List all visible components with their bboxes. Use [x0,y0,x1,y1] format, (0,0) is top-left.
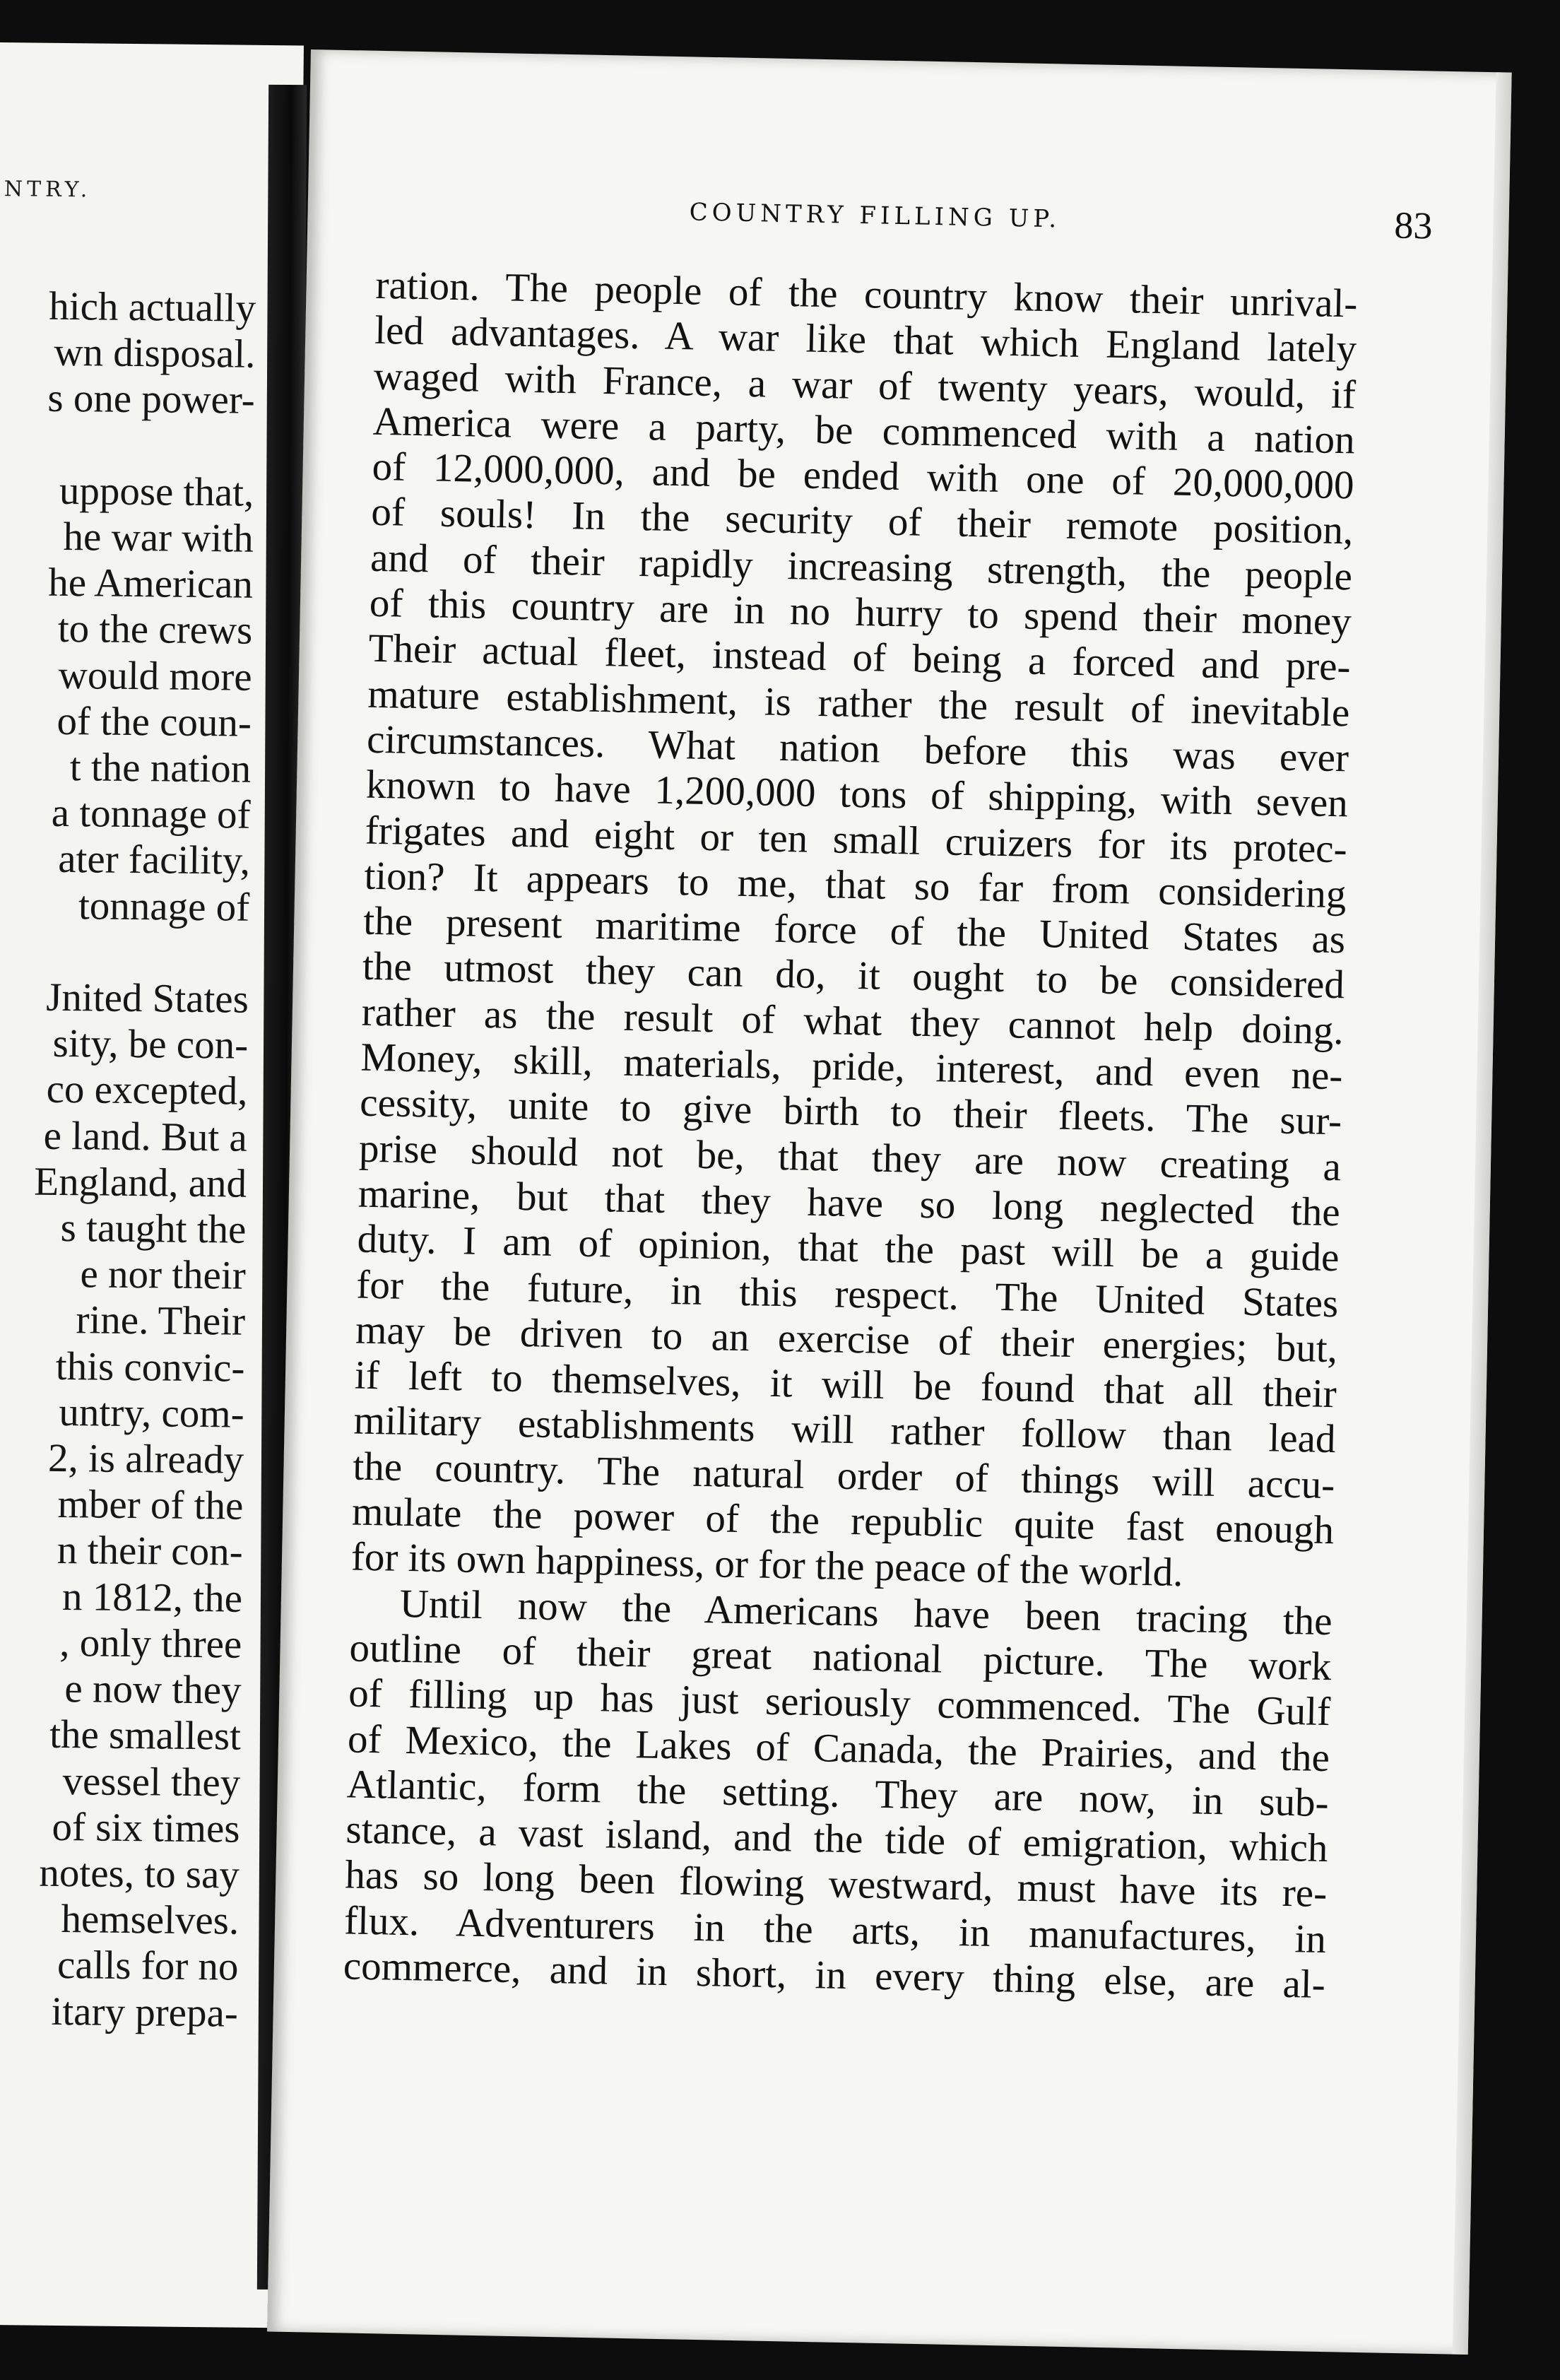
text-line: if left to themselves, it will be found that all their [354,1353,1337,1417]
page-number: 83 [1393,204,1434,247]
right-page [267,49,1512,2355]
text-line: untry, com- [59,1389,245,1437]
text-line: hemselves. [61,1897,240,1943]
page-body-text [343,263,1358,2008]
text-line: flux. Adventurers in the arts, in manufactures, in [343,1898,1327,1962]
text-line: has so long been flowing westward, must have its re- [344,1852,1328,1916]
text-line: marine, but that they have so long neglected the [358,1171,1341,1235]
text-line: Money, skill, materials, pride, interest, and even ne- [360,1035,1343,1099]
text-line: e land. But a [43,1113,248,1160]
text-line: he American [48,560,254,608]
text-line: notes, to say [39,1850,240,1897]
text-line: co excepted, [46,1067,248,1114]
text-line: s taught the [60,1206,247,1252]
text-line: of six times [52,1804,240,1851]
text-line: prise should not be, that they are now creating a [358,1126,1342,1189]
text-line: e now they [64,1666,242,1713]
text-line: s one power- [47,376,256,423]
text-line: he war with [63,514,254,561]
text-line: hich actually [48,283,256,331]
text-line: n 1812, the [61,1574,243,1621]
text-line: ater facility, [57,837,251,884]
text-line: circumstances. What nation before this was ever [366,717,1349,781]
left-page-text [0,281,256,2037]
text-line: t the nation [69,745,252,791]
text-line: America were a party, be commenced with a nation [372,399,1356,463]
text-line: a tonnage of [51,791,251,838]
text-line: the present maritime force of the United States as [362,898,1346,962]
text-line: sity, be con- [52,1021,249,1068]
text-line: vessel they [62,1758,241,1805]
text-line: of 12,000,000, and be ended with one of 20,000,000 [372,444,1355,508]
text-line: and of their rapidly increasing strength, the people [370,535,1353,599]
text-line: frigates and eight or ten small cruizers for its protec- [365,808,1348,871]
paragraph-start-line: Until now the Americans have been tracing the [399,1581,1333,1644]
left-running-head: NTRY. [4,177,92,203]
text-line: military establishments will rather follow than lead [353,1398,1337,1462]
text-line: e nor their [80,1251,247,1299]
text-line: cessity, unite to give birth to their fleets. The sur- [359,1080,1342,1144]
text-line: rine. Their [76,1297,246,1345]
text-line: tion? It appears to me, that so far from considering [363,853,1347,917]
text-line: may be driven to an exercise of their energies; but, [355,1307,1338,1372]
text-line: tonnage of [78,883,250,930]
text-line: known to have 1,200,000 tons of shipping, with seven [365,762,1349,826]
text-line: this convic- [55,1343,245,1391]
text-line: of filling up has just seriously commenced. The Gulf [348,1671,1331,1735]
text-line: to the crews [57,606,253,654]
text-line: outline of their great national picture. The work [348,1625,1332,1690]
text-line: uppose that, [59,468,254,515]
text-line: rather as the result of what they cannot help doing. [361,989,1345,1054]
text-line [0,419,254,469]
text-line: the utmost they can do, it ought to be considered [362,944,1345,1008]
text-line: waged with France, a war of twenty years, would, if [373,353,1357,418]
text-line: n their con- [57,1528,243,1575]
running-head [307,188,1509,254]
text-line: , only three [59,1620,242,1667]
text-line: the smallest [49,1712,242,1759]
page-edge [1453,72,1512,2355]
text-line: 2, is already [47,1435,244,1483]
text-line: Atlantic, form the setting. They are now, in sub- [346,1762,1330,1825]
text-line: for the future, in this respect. The United States [355,1262,1339,1326]
text-line: wn disposal. [54,330,256,377]
text-line: mulate the power of the republic quite fast enough [351,1489,1335,1553]
text-line: the country. The natural order of things will accu- [352,1444,1335,1507]
text-line [0,926,249,976]
text-line: of the coun- [57,698,252,746]
text-line: led advantages. A war like that which England lately [374,308,1357,372]
text-line: for its own happiness, or for the peace of the world. [350,1534,1184,1596]
text-line: Jnited States [45,974,249,1022]
text-line: mber of the [57,1482,244,1528]
text-line: of this country are in no hurry to spend their money [369,580,1352,644]
text-line: would more [58,652,252,700]
text-line: ration. The people of the country know their unrival- [375,262,1358,326]
running-title: COUNTRY FILLING UP. [689,198,1061,234]
text-line: stance, a vast island, and the tide of emigration, which [345,1807,1328,1871]
text-line: calls for no [57,1943,239,1989]
text-line: of souls! In the security of their remote position, [370,490,1354,553]
text-line: England, and [34,1159,247,1206]
text-line: itary prepa- [51,1989,239,2036]
text-line: of Mexico, the Lakes of Canada, the Prairies, and the [347,1716,1330,1780]
text-line: commerce, and in short, in every thing else, are al- [343,1943,1326,2008]
text-line: Their actual fleet, instead of being a forced and pre- [368,626,1352,690]
text-line: mature establishment, is rather the result of inevitable [367,671,1350,736]
text-line: duty. I am of opinion, that the past will be a guide [357,1216,1340,1280]
